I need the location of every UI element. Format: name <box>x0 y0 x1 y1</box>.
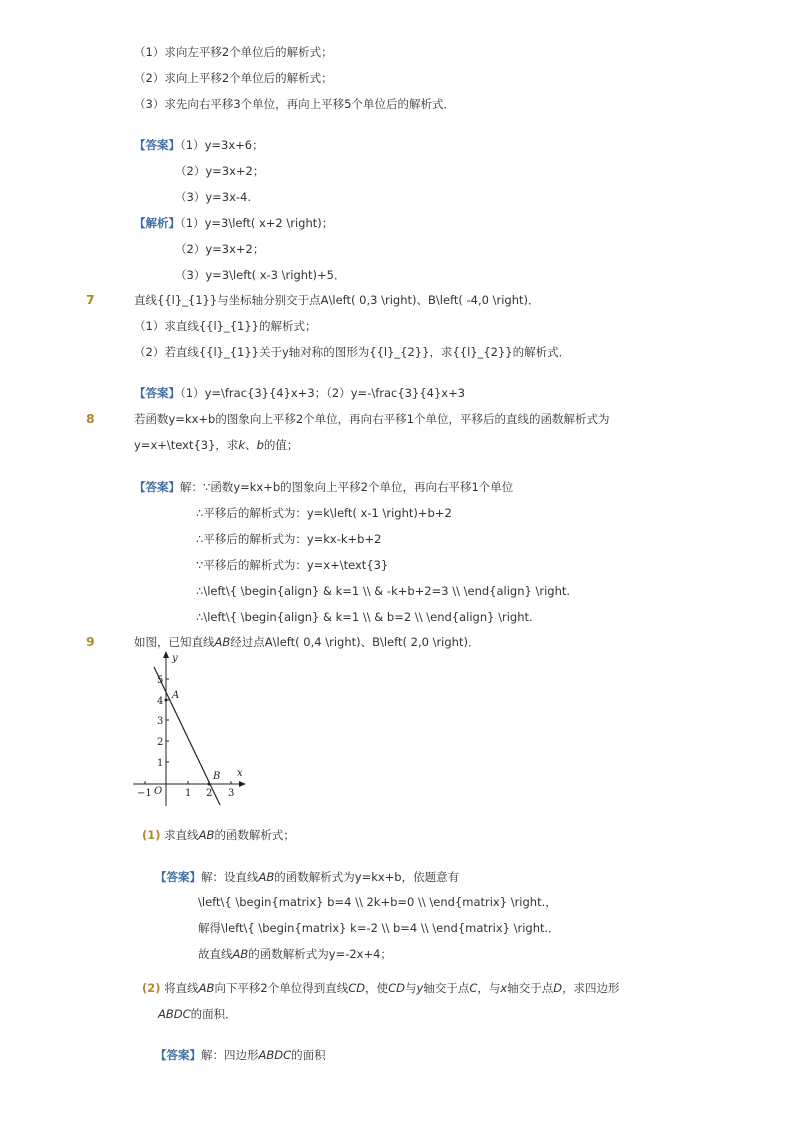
intro-answer-3: （3）y=3x-4. <box>175 190 252 204</box>
part2-text: 轴交于点 <box>423 981 470 995</box>
part2-answer-row <box>155 1047 326 1063</box>
question-9-part1 <box>142 827 295 843</box>
answer-label: 【答案】 <box>134 480 180 494</box>
point-c: C <box>469 981 478 995</box>
line-cd: CD <box>348 981 366 995</box>
part1-text-a: 求直线 <box>164 828 199 842</box>
origin-label: O <box>154 786 163 797</box>
x-axis-arrow <box>239 781 246 787</box>
point-a-label: A <box>172 690 180 701</box>
part2-text: 将直线 <box>164 981 199 995</box>
analysis-label: 【解析】 <box>134 216 180 230</box>
line-ab: AB <box>258 870 275 884</box>
x-tick-2: 2 <box>206 788 213 799</box>
question-8-number: 8 <box>86 411 95 426</box>
part1-answer-b: 的函数解析式为y=kx+b，依题意有 <box>274 870 460 884</box>
question-8-answer-line-3: ∵平移后的解析式为：y=x+\text{3} <box>196 558 389 572</box>
intro-answer-1: （1）y=3x+6； <box>180 138 264 152</box>
x-tick-neg1: −1 <box>137 788 152 799</box>
y-tick-2: 2 <box>157 737 164 748</box>
question-8-answer-row-1 <box>134 479 513 495</box>
line-ab: AB <box>198 828 215 842</box>
part2-text: ，求四边形 <box>562 981 620 995</box>
var-b: b <box>256 438 264 452</box>
part1-answer-line-1: \left\{ \begin{matrix} b=4 \\ 2k+b=0 \\ \end{matrix} \right.， <box>198 895 557 909</box>
question-9-part2-line2 <box>158 1006 237 1022</box>
question-8-answer-line-2: ∴平移后的解析式为：y=kx-k+b+2 <box>196 532 382 546</box>
part2-text: 与 <box>405 981 417 995</box>
line-ab: AB <box>232 947 249 961</box>
intro-analysis-3: （3）y=3\left( x-3 \right)+5． <box>175 268 346 282</box>
question-8-stem-line1: 若函数y=kx+b的图象向上平移2个单位，再向右平移1个单位，平移后的直线的函数解析式为 <box>134 412 610 426</box>
question-7-stem: 直线{{l}_{1}}与坐标轴分别交于点A\left( 0,3 \right)、B\left( -4,0 \right)． <box>134 293 540 307</box>
line-cd: CD <box>388 981 406 995</box>
question-7-sub2: （2）若直线{{l}_{1}}关于y轴对称的图形为{{l}_{2}}，求{{l}_{2}}的解析式． <box>134 345 571 359</box>
point-b <box>208 783 211 786</box>
intro-analysis-1: （1）y=3\left( x+2 \right)； <box>180 216 334 230</box>
x-axis-label: x <box>237 768 243 779</box>
part1-final-b: 的函数解析式为y=-2x+4； <box>248 947 392 961</box>
y-tick-3: 3 <box>157 716 164 727</box>
question-9-stem-a: 如图，已知直线 <box>134 635 215 649</box>
part2-text: ，使 <box>365 981 389 995</box>
x-tick-3: 3 <box>228 788 235 799</box>
part2-text: ，与 <box>477 981 501 995</box>
question-9-number: 9 <box>86 634 95 649</box>
part1-text-b: 的函数解析式； <box>214 828 295 842</box>
y-axis-label: y <box>172 653 178 664</box>
intro-analysis-2: （2）y=3x+2； <box>175 242 265 256</box>
y-tick-5: 5 <box>157 675 164 686</box>
intro-answer-2: （2）y=3x+2； <box>175 164 265 178</box>
question-8-stem-text: y=x+\text{3}，求 <box>134 438 239 452</box>
question-7-answer: （1）y=\frac{3}{4}x+3；（2）y=-\frac{3}{4}x+3 <box>180 386 466 400</box>
part2-answer-a: 解：四边形 <box>201 1048 259 1062</box>
var-k: k <box>238 438 246 452</box>
part2-text: 向下平移2个单位得到直线 <box>214 981 349 995</box>
question-8-answer-line-5: ∴\left\{ \begin{align} & k=1 \\ & b=2 \\ \end{align} \right. <box>196 610 533 624</box>
question-7-sub1: （1）求直线{{l}_{1}}的解析式； <box>134 319 317 333</box>
question-9-part2-line1 <box>142 980 620 996</box>
part2-text: 的面积． <box>190 1007 237 1021</box>
point-d: D <box>553 981 563 995</box>
quadrilateral-abdc: ABDC <box>158 1007 191 1021</box>
var-y: y <box>416 981 424 995</box>
answer-label: 【答案】 <box>155 1048 201 1062</box>
question-8-stem-line2 <box>134 437 298 453</box>
coordinate-figure <box>128 648 253 808</box>
point-b-label: B <box>213 771 221 782</box>
answer-label: 【答案】 <box>155 870 201 884</box>
answer-label: 【答案】 <box>134 386 180 400</box>
part1-answer-a: 解：设直线 <box>201 870 259 884</box>
part2-text: 轴交于点 <box>507 981 554 995</box>
part1-answer-row <box>155 869 459 885</box>
question-8-answer-line-4: ∴\left\{ \begin{align} & k=1 \\ & -k+b+2=3 \\ \end{align} \right. <box>196 584 571 598</box>
part1-final-a: 故直线 <box>198 947 233 961</box>
question-7-answer-row <box>134 385 465 401</box>
intro-item-1: （1）求向左平移2个单位后的解析式； <box>134 45 333 59</box>
y-tick-1: 1 <box>157 758 164 769</box>
x-tick-1: 1 <box>185 788 192 799</box>
question-9-stem-b: 经过点A\left( 0,4 \right)、B\left( 2,0 \right)． <box>230 635 480 649</box>
intro-item-2: （2）求向上平移2个单位后的解析式； <box>134 71 333 85</box>
y-axis-arrow <box>163 651 169 658</box>
intro-item-3: （3）求先向右平移3个单位，再向上平移5个单位后的解析式． <box>134 97 455 111</box>
line-ab: AB <box>214 635 231 649</box>
answer-label: 【答案】 <box>134 138 180 152</box>
question-8-stem-end: 的值； <box>263 438 299 452</box>
point-a <box>165 699 168 702</box>
part2-number: (2) <box>142 981 161 995</box>
part1-number: (1) <box>142 828 161 842</box>
question-8-answer-first: 解：∵函数y=kx+b的图象向上平移2个单位，再向右平移1个单位 <box>180 480 514 494</box>
intro-answer-row-1 <box>134 137 264 153</box>
part1-answer-line-2: 解得\left\{ \begin{matrix} k=-2 \\ b=4 \\ \end{matrix} \right.． <box>198 921 560 935</box>
quadrilateral-abdc: ABDC <box>258 1048 292 1062</box>
question-7-number: 7 <box>86 292 95 307</box>
intro-analysis-row-1 <box>134 215 333 231</box>
var-x: x <box>500 981 508 995</box>
line-ab: AB <box>198 981 215 995</box>
part2-answer-b: 的面积 <box>291 1048 326 1062</box>
part1-answer-final <box>198 946 392 962</box>
question-8-answer-line-1: ∴平移后的解析式为：y=k\left( x-1 \right)+b+2 <box>196 506 452 520</box>
separator: 、 <box>245 438 257 452</box>
y-tick-4: 4 <box>157 696 164 707</box>
